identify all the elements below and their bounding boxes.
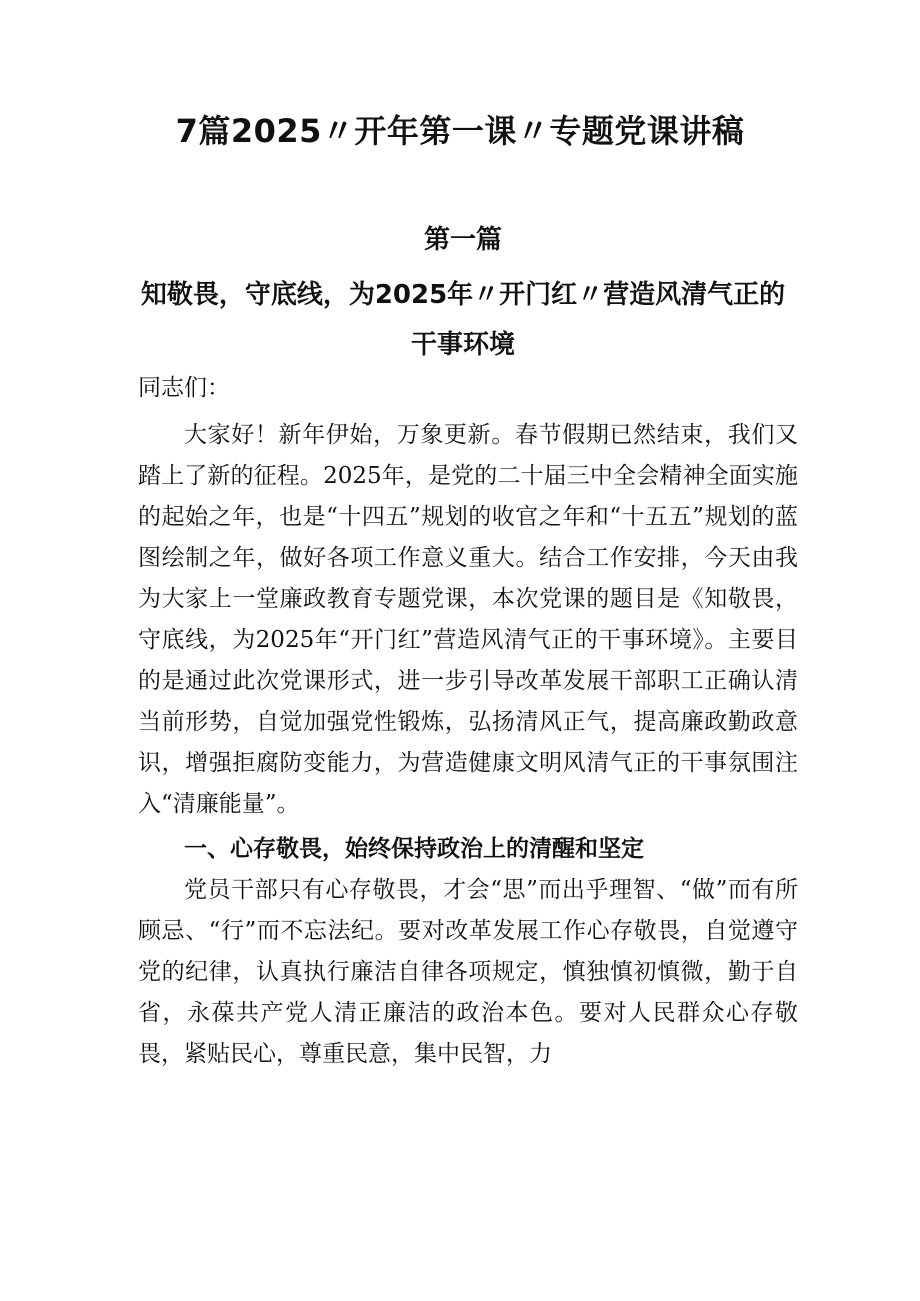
lecture-header xyxy=(138,220,788,370)
section-heading: 一、心存敬畏，始终保持政治上的清醒和坚定 xyxy=(184,836,644,862)
main-title: 7篇2025〃开年第一课〃专题党课讲稿 xyxy=(175,112,745,150)
body-text xyxy=(138,368,798,1075)
salutation: 同志们： xyxy=(138,375,230,401)
lecture-title: 知敬畏，守底线，为2025年〃开门红〃营造风清气正的干事环境 xyxy=(140,280,786,360)
section-label: 第一篇 xyxy=(423,225,502,255)
paragraph: 党员干部只有心存敬畏，才会“思”而出乎理智、“做”而有所顾忌、“行”而不忘法纪。要对改革发展工作心存敬畏，自觉遵守党的纪律，认真执行廉洁自律各项规定，慎独慎初慎微，勤于自省，永葆共产党人清正廉洁的政治本色。要对人民群众心存敬畏，紧贴民心，尊重民意，集中民智，力 xyxy=(138,877,798,1067)
paragraph: 大家好！新年伊始，万象更新。春节假期已然结束，我们又踏上了新的征程。2025年，是党的二十届三中全会精神全面实施的起始之年，也是“十四五”规划的收官之年和“十五五”规划的蓝图绘制之年，做好各项工作意义重大。结合工作安排，今天由我为大家上一堂廉政教育专题党课，本次党课的题目是《知敬畏，守底线，为2025年“开门红”营造风清气正的干事环境》。主要目的是通过此次党课形式，进一步引导改革发展干部职工正确认清当前形势，自觉加强党性锻炼，弘扬清风正气，提高廉政勤政意识，增强拒腐防变能力，为营造健康文明风清气正的干事氛围注入“清廉能量”。 xyxy=(138,422,798,817)
